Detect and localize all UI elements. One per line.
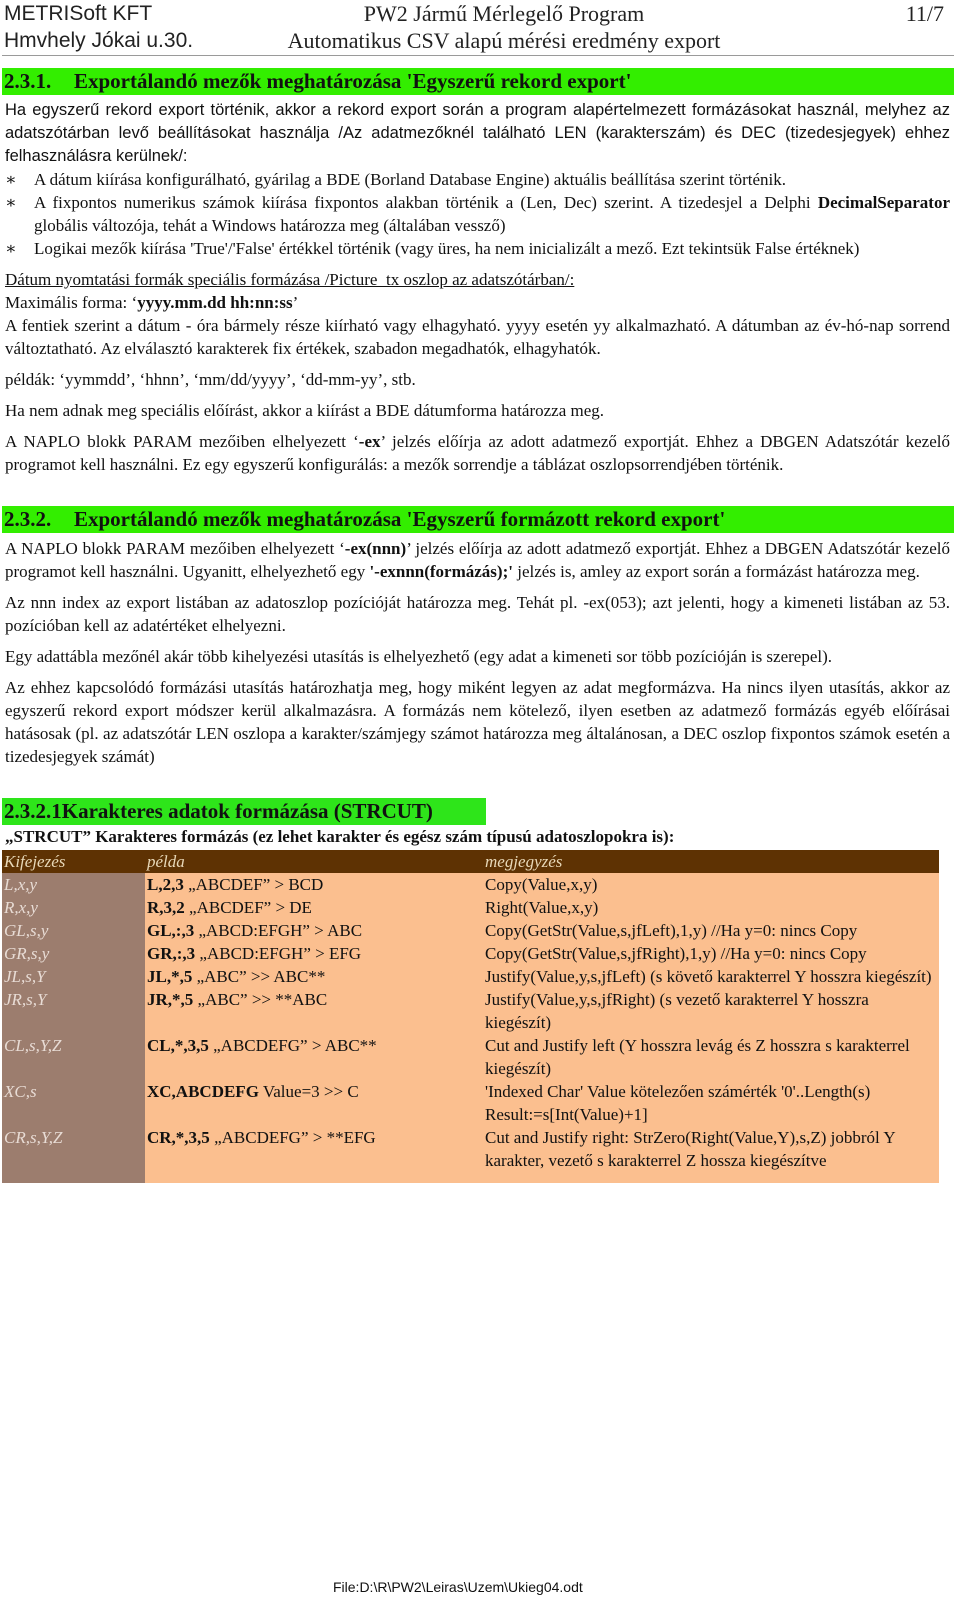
intro-paragraph: Ha egyszerű rekord export történik, akkor a rekord export során a program alapértelmezett formázásokat használ, melyhez az adatszótárban levő beállításokat használja /Az adatmezőknél található LEN (karakterszám) és DEC (tizedesjegyek) ehhez felhasználásra kerülnek/: <box>5 101 950 165</box>
example-code: CR,*,3,5 <box>147 1128 210 1147</box>
max-format-line <box>2 291 954 314</box>
example-text: „ABCD:EFGH” > ABC <box>194 921 363 940</box>
column-header-note: megjegyzés <box>483 850 939 873</box>
paragraph-text: jelzés is, amley az export során a formázást határozza meg. <box>512 562 920 581</box>
paragraph-text: ’ jelzés előírja az adott adatmező exportját. Ehhez a DBGEN Adatszótár kezelő programot kell használni. Ugyanitt, elhelyezhető egy <box>5 539 950 581</box>
example-code: JL,*,5 <box>147 967 193 986</box>
bullet-fixpoint <box>2 191 954 237</box>
cell-example <box>145 1034 483 1080</box>
table-row <box>2 988 939 1034</box>
cell-note: 'Indexed Char' Value kötelezően számérték '0'..Length(s) Result:=s[Int(Value)+1] <box>483 1080 939 1126</box>
cell-note: Copy(GetStr(Value,s,jfRight),1,y) //Ha y=0: nincs Copy <box>483 942 939 965</box>
cell-expression: GL,s,y <box>2 919 145 942</box>
cell-note: Copy(GetStr(Value,s,jfLeft),1,y) //Ha y=0: nincs Copy <box>483 919 939 942</box>
page-number: 11/7 <box>905 1 944 26</box>
param-flag: -ex(nnn) <box>344 539 407 558</box>
example-code: L,2,3 <box>147 875 184 894</box>
cell-note: Justify(Value,y,s,jfLeft) (s követő karakterrel Y hosszra kiegészít) <box>483 965 939 988</box>
table-row <box>2 873 939 896</box>
cell-note: Right(Value,x,y) <box>483 896 939 919</box>
example-text: „ABCDEFG” > **EFG <box>209 1128 376 1147</box>
company-name: METRISoft KFT <box>4 2 153 25</box>
cell-example <box>145 1126 483 1183</box>
formatted-export-paragraph-2: Az nnn index az export listában az adatoszlop pozícióját határozza meg. Tehát pl. -ex(053); azt jelenti, hogy a kimeneti listában az 53. pozícióban kell az adatértéket elhelyezni. <box>5 593 950 635</box>
cell-expression: GR,s,y <box>2 942 145 965</box>
table-row <box>2 919 939 942</box>
example-text: „ABCDEF” > BCD <box>183 875 324 894</box>
cell-expression: JL,s,Y <box>2 965 145 988</box>
param-text: ’ jelzés előírja az adott adatmező exportját. Ehhez a DBGEN Adatszótár kezelő programot kell használni. Ez egy egyszerű konfigurálás: a mezők sorrendje a táblázat oszlopsorrendjében történik. <box>5 432 950 474</box>
bullet-star-icon: ∗ <box>5 239 17 258</box>
company-address: Hmvhely Jókai u.30. <box>4 29 194 52</box>
strcut-caption <box>2 825 954 848</box>
bullet-logical <box>2 237 954 260</box>
bullet-bold-term: DecimalSeparator <box>817 193 950 212</box>
example-code: R,3,2 <box>147 898 185 917</box>
max-format-value: yyyy.mm.dd hh:nn:ss <box>137 293 293 312</box>
page-header <box>2 0 954 56</box>
table-row <box>2 1126 939 1183</box>
table-row <box>2 1080 939 1126</box>
example-code: GL,:,3 <box>147 921 195 940</box>
cell-example <box>145 965 483 988</box>
example-text: „ABCD:EFGH” > EFG <box>195 944 362 963</box>
section-number: 2.3.2. <box>4 507 52 531</box>
section-heading-2-3-1 <box>2 68 954 95</box>
cell-expression: L,x,y <box>2 873 145 896</box>
cell-expression: JR,s,Y <box>2 988 145 1034</box>
cell-example <box>145 896 483 919</box>
example-code: CL,*,3,5 <box>147 1036 209 1055</box>
max-format-end: ’ <box>292 293 299 312</box>
example-code: JR,*,5 <box>147 990 194 1009</box>
bullet-star-icon: ∗ <box>5 170 17 189</box>
table-row <box>2 1034 939 1080</box>
cell-note: Justify(Value,y,s,jfRight) (s vezető karakterrel Y hosszra kiegészít) <box>483 988 939 1034</box>
cell-note: Copy(Value,x,y) <box>483 873 939 896</box>
section-title: Exportálandó mezők meghatározása 'Egyszerű formázott rekord export' <box>74 507 726 531</box>
cell-example <box>145 919 483 942</box>
header-left <box>4 0 193 54</box>
cell-example <box>145 942 483 965</box>
cell-expression: CR,s,Y,Z <box>2 1126 145 1183</box>
column-header-example: példa <box>145 850 483 873</box>
date-description: A fentiek szerint a dátum - óra bármely része kiírható vagy elhagyható. yyyy esetén yy alkalmazható. A dátumban az év-hó-nap sorrend változtatható. Az elválasztó karakterek fix értékek, szabadon megadhatók, elhagyhatók. <box>5 316 950 358</box>
formatted-export-paragraph-3: Egy adattábla mezőnél akár több kihelyezési utasítás is elhelyezhető (egy adat a kimeneti sor több pozícióján is szerepel). <box>5 647 833 666</box>
cell-expression: R,x,y <box>2 896 145 919</box>
bullet-star-icon: ∗ <box>5 193 17 212</box>
max-format-label: Maximális forma: ‘ <box>5 293 138 312</box>
section-number: 2.3.1. <box>4 69 52 93</box>
paragraph-text: A NAPLO blokk PARAM mezőiben elhelyezett ‘ <box>5 539 345 558</box>
program-title: PW2 Jármű Mérlegelő Program <box>363 1 645 26</box>
header-center <box>259 0 749 54</box>
table-header-row <box>2 850 939 873</box>
bullet-text: Logikai mezők kiírása 'True'/'False' értékkel történik (vagy üres, ha nem inicializált a mező. Ezt tekintsük False értéknek) <box>34 239 860 258</box>
bde-note: Ha nem adnak meg speciális előírást, akkor a kiírást a BDE dátumforma határozza meg. <box>5 401 605 420</box>
bullet-date <box>2 168 954 191</box>
strcut-table <box>2 850 939 1183</box>
example-code: XC,ABCDEFG <box>147 1082 259 1101</box>
date-format-heading: Dátum nyomtatási formák speciális formázása /Picture_tx oszlop az adatszótárban/: <box>5 270 575 289</box>
cell-note: Cut and Justify left (Y hosszra levág és Z hosszra s karakterrel kiegészít) <box>483 1034 939 1080</box>
param-flag: -ex <box>358 432 381 451</box>
section-heading-2-3-2 <box>2 506 954 533</box>
section-title: Exportálandó mezők meghatározása 'Egyszerű rekord export' <box>74 69 632 93</box>
example-text: „ABC” >> **ABC <box>193 990 328 1009</box>
example-text: „ABCDEFG” > ABC** <box>208 1036 377 1055</box>
table-row <box>2 896 939 919</box>
cell-expression: CL,s,Y,Z <box>2 1034 145 1080</box>
cell-example <box>145 988 483 1034</box>
cell-example <box>145 1080 483 1126</box>
formatted-export-paragraph-1 <box>2 537 954 583</box>
section-heading-2-3-2-1: 2.3.2.1Karakteres adatok formázása (STRCUT) <box>2 798 486 825</box>
bullet-text: A fixpontos numerikus számok kiírása fixpontos alakban történik a (Len, Dec) szerint. A tizedesjel a Delphi <box>34 193 818 212</box>
example-text: „ABC” >> ABC** <box>192 967 326 986</box>
document-page <box>2 0 954 1183</box>
cell-note: Cut and Justify right: StrZero(Right(Value,Y),s,Z) jobbról Y karakter, vezető s karakterrel Z hossza kiegészítve <box>483 1126 939 1183</box>
date-examples: példák: ‘yymmdd’, ‘hhnn’, ‘mm/dd/yyyy’, ‘dd-mm-yy’, stb. <box>5 370 416 389</box>
param-paragraph <box>2 430 954 476</box>
param-text: A NAPLO blokk PARAM mezőiben elhelyezett ‘ <box>5 432 359 451</box>
example-text: „ABCDEF” > DE <box>184 898 312 917</box>
column-header-expression: Kifejezés <box>2 850 145 873</box>
program-subtitle: Automatikus CSV alapú mérési eredmény export <box>287 28 721 53</box>
bullet-text: A dátum kiírása konfigurálható, gyárilag a BDE (Borland Database Engine) aktuális beállítása szerint történik. <box>34 170 787 189</box>
page-footer: File:D:\R\PW2\Leiras\Uzem\Ukieg04.odt <box>333 1579 583 1595</box>
cell-example <box>145 873 483 896</box>
cell-expression: XC,s <box>2 1080 145 1126</box>
example-code: GR,:,3 <box>147 944 196 963</box>
caption-text: „STRCUT” Karakteres formázás (ez lehet karakter és egész szám típusú adatoszlopokra is): <box>5 827 675 846</box>
table-row <box>2 965 939 988</box>
bullet-text: globális változója, tehát a Windows határozza meg (általában vessző) <box>34 216 506 235</box>
example-text: Value=3 >> C <box>258 1082 359 1101</box>
format-flag: '-exnnn(formázás);' <box>369 562 513 581</box>
table-row <box>2 942 939 965</box>
formatted-export-paragraph-4: Az ehhez kapcsolódó formázási utasítás határozhatja meg, hogy miként legyen az adat megformázva. Ha nincs ilyen utasítás, akkor az egyszerű rekord export módszer kerül alkalmazásra. A formázás nem kötelező, ilyen esetben az adatmező formázás egyéb előírásai hatásosak (pl. az adatszótár LEN oszlopa a karakter/számjegy számot határozza meg általánosan, a DEC oszlop fixpontos számok esetén a tizedesjegyek számát) <box>5 678 950 766</box>
